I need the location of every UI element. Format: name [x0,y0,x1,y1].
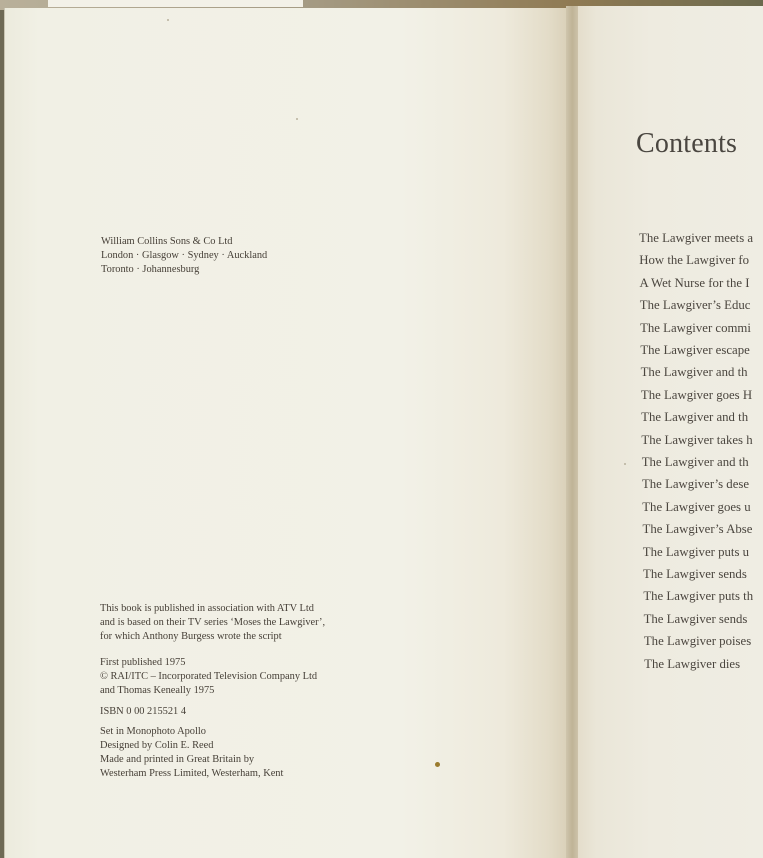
credits-line: Designed by Colin E. Reed [100,740,214,751]
credits-line: Made and printed in Great Britain by [100,754,255,765]
paper-speck [296,118,298,120]
toc-entry: The Lawgiver meets a [639,231,754,245]
right-page-content [578,0,763,858]
toc-entry: The Lawgiver goes H [640,387,753,402]
toc-entry: The Lawgiver goes u [642,499,751,514]
publisher-line: William Collins Sons & Co Ltd [101,236,233,247]
toc-entry: The Lawgiver takes h [641,432,753,447]
copyright-line: and Thomas Keneally 1975 [100,685,215,696]
first-published-line: First published 1975 [100,657,186,668]
toc-entry: The Lawgiver and th [641,455,749,469]
toc-entry: The Lawgiver commi [640,320,751,335]
toc-entry: The Lawgiver escape [640,343,750,357]
toc-entry: The Lawgiver sends [643,611,748,626]
toc-entry: The Lawgiver puts th [643,589,754,604]
about-line: This book is published in association with ATV Ltd [100,603,314,614]
credits-line: Set in Monophoto Apollo [100,726,206,737]
credits-block [100,725,283,781]
toc-entry: The Lawgiver’s dese [641,477,750,492]
credits-line: Westerham Press Limited, Westerham, Kent [100,768,284,779]
contents-title: Contents [636,128,738,159]
paper-stain [435,762,440,767]
about-line: and is based on their TV series ‘Moses the Lawgiver’, [100,617,326,628]
first-published-block [100,656,317,698]
isbn-block [100,705,186,719]
toc-entry: The Lawgiver’s Abse [642,522,753,537]
toc-entry: The Lawgiver and th [640,365,748,380]
top-paper-sliver [48,0,303,7]
toc-entry: The Lawgiver and th [641,410,749,425]
left-page [4,8,571,858]
toc-entry: A Wet Nurse for the I [639,275,750,290]
copyright-line: © RAI/ITC – Incorporated Television Company Ltd [100,671,318,682]
publisher-line: London · Glasgow · Sydney · Auckland [101,250,268,261]
isbn-line: ISBN 0 00 215521 4 [100,706,187,717]
toc-entry: How the Lawgiver fo [639,253,750,268]
paper-speck [167,19,169,21]
toc-entry: The Lawgiver puts u [642,544,750,559]
toc-entry: The Lawgiver poises [643,634,752,649]
toc-entry: The Lawgiver dies [644,656,741,671]
publisher-line: Toronto · Johannesburg [101,264,200,275]
toc-entry: The Lawgiver’s Educ [639,298,751,313]
publisher-block [101,235,267,277]
toc-entry: The Lawgiver sends [643,567,747,581]
about-block [100,602,325,644]
about-line: for which Anthony Burgess wrote the script [100,631,282,642]
